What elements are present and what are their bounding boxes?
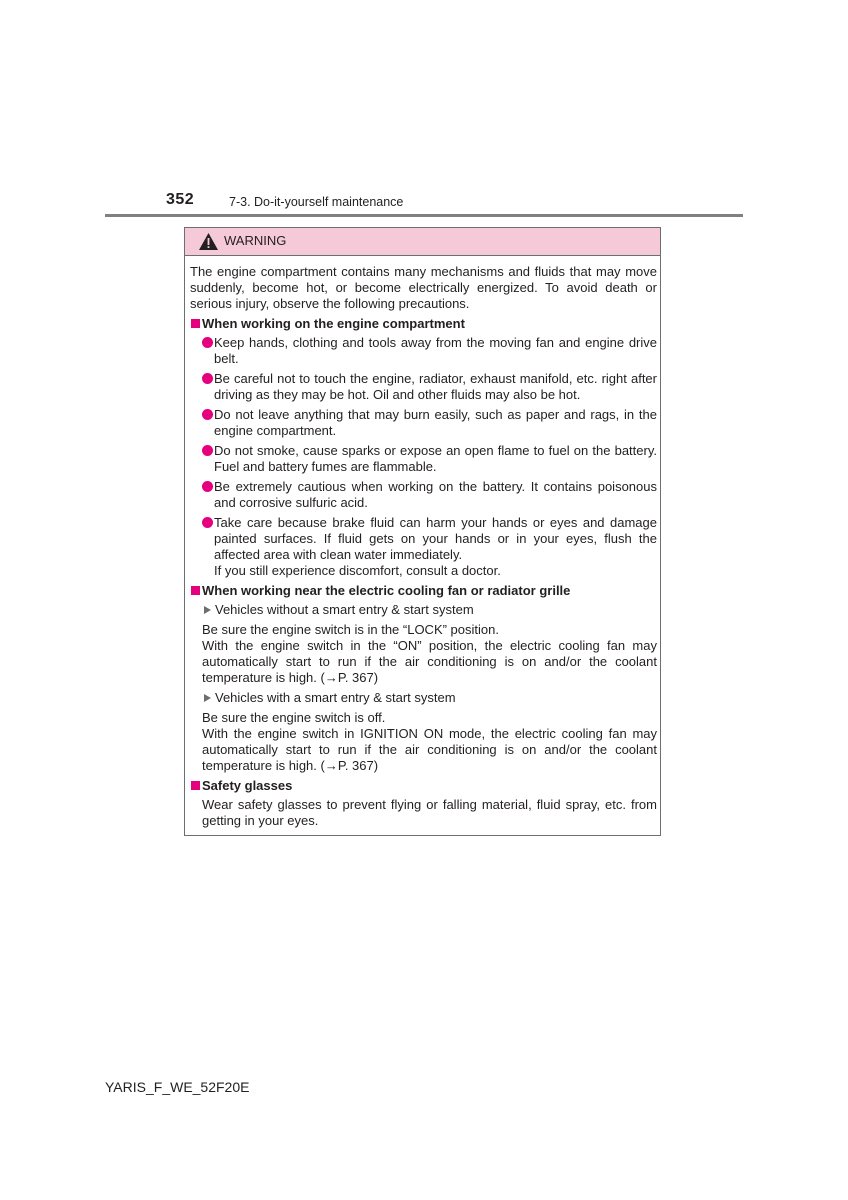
triangle-bullet-icon xyxy=(204,694,211,702)
case-text xyxy=(190,710,657,774)
circle-bullet-icon xyxy=(202,517,213,528)
square-bullet-icon xyxy=(191,586,200,595)
case-without-smart-entry xyxy=(190,602,657,618)
list-item xyxy=(190,443,657,475)
engine-heading-text: When working on the engine compartment xyxy=(202,316,465,331)
list-item-text: Be careful not to touch the engine, radiator, exhaust manifold, etc. right after driving as they may be hot. Oil and other fluids may also be hot. xyxy=(214,371,657,402)
warning-triangle-icon xyxy=(198,232,219,251)
warning-box xyxy=(184,227,661,836)
case-line: With the engine switch in the “ON” position, the electric cooling fan may automatically start to run if the air conditioning is on and/or the coolant temperature is high. (→P. 367) xyxy=(202,638,657,685)
triangle-bullet-icon xyxy=(204,606,211,614)
list-item-text: Keep hands, clothing and tools away from the moving fan and engine drive belt. xyxy=(214,335,657,366)
glasses-text: Wear safety glasses to prevent flying or falling material, fluid spray, etc. from getting in your eyes. xyxy=(202,797,657,828)
fan-heading-text: When working near the electric cooling fan or radiator grille xyxy=(202,583,571,598)
section-title: 7-3. Do-it-yourself maintenance xyxy=(229,195,404,209)
case-text xyxy=(190,622,657,686)
page-header xyxy=(0,186,848,220)
list-item-text: Be extremely cautious when working on the battery. It contains poisonous and corrosive sulfuric acid. xyxy=(214,479,657,510)
header-rule xyxy=(105,214,743,217)
case-label: Vehicles without a smart entry & start system xyxy=(215,602,474,617)
list-item xyxy=(190,407,657,439)
circle-bullet-icon xyxy=(202,445,213,456)
warning-label: WARNING xyxy=(224,233,287,248)
list-item-text: Take care because brake fluid can harm your hands or eyes and damage painted surfaces. If fluid gets on your hands or in your eyes, flush the affected area with clean water immediately. xyxy=(214,515,657,562)
engine-heading xyxy=(190,316,657,332)
fan-heading xyxy=(190,583,657,599)
list-item-text: Do not smoke, cause sparks or expose an open flame to fuel on the battery. Fuel and battery fumes are flammable. xyxy=(214,443,657,474)
case-with-smart-entry xyxy=(190,690,657,706)
circle-bullet-icon xyxy=(202,409,213,420)
glasses-heading-text: Safety glasses xyxy=(202,778,293,793)
circle-bullet-icon xyxy=(202,481,213,492)
case-line: With the engine switch in IGNITION ON mode, the electric cooling fan may automatically start to run if the air conditioning is on and/or the coolant temperature is high. (→P. 367) xyxy=(202,726,657,773)
list-item xyxy=(190,479,657,511)
circle-bullet-icon xyxy=(202,373,213,384)
list-item xyxy=(190,515,657,579)
glasses-heading xyxy=(190,778,657,794)
case-label: Vehicles with a smart entry & start system xyxy=(215,690,456,705)
warning-body xyxy=(190,264,657,833)
square-bullet-icon xyxy=(191,319,200,328)
case-line: Be sure the engine switch is off. xyxy=(202,710,386,725)
circle-bullet-icon xyxy=(202,337,213,348)
warning-intro: The engine compartment contains many mechanisms and fluids that may move suddenly, become hot, or become electrically energized. To avoid death or serious injury, observe the following precautions. xyxy=(190,264,657,311)
list-item xyxy=(190,371,657,403)
page-number: 352 xyxy=(166,191,195,208)
list-item-extra: If you still experience discomfort, consult a doctor. xyxy=(214,563,501,578)
case-line: Be sure the engine switch is in the “LOCK” position. xyxy=(202,622,499,637)
list-item-text: Do not leave anything that may burn easily, such as paper and rags, in the engine compartment. xyxy=(214,407,657,438)
square-bullet-icon xyxy=(191,781,200,790)
list-item xyxy=(190,335,657,367)
document-code: YARIS_F_WE_52F20E xyxy=(105,1079,250,1095)
warning-header xyxy=(185,228,660,256)
